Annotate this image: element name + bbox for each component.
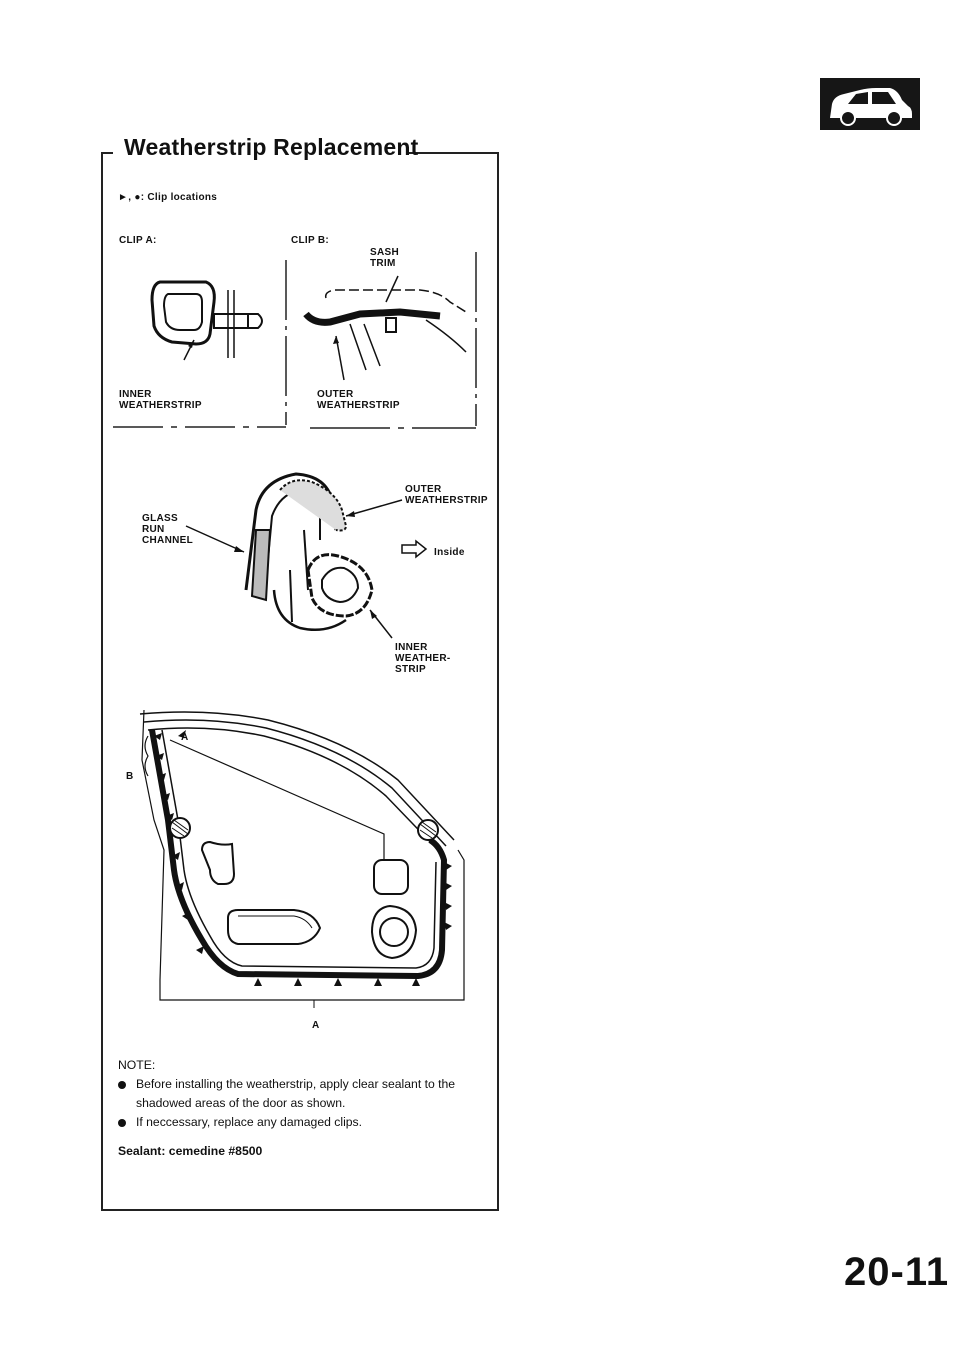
frame-top-rule: [101, 152, 113, 154]
note-heading: NOTE:: [118, 1058, 156, 1072]
inner-weatherstrip-label: INNER WEATHER- STRIP: [395, 642, 451, 675]
door-clip-a-marker: A: [181, 732, 189, 743]
door-diagram: [118, 700, 470, 1020]
notes-block: [118, 1056, 488, 1161]
car-icon: [820, 78, 920, 130]
note-item: If neccessary, replace any damaged clips.: [118, 1113, 488, 1132]
glass-run-channel-label: GLASS RUN CHANNEL: [142, 513, 193, 546]
inside-label: Inside: [434, 547, 465, 558]
page-number: 20-11: [844, 1250, 950, 1294]
clip-b-part-label: OUTER WEATHERSTRIP: [317, 389, 400, 411]
clip-b-label: CLIP B:: [291, 235, 330, 246]
section-title: Weatherstrip Replacement: [124, 134, 419, 160]
clip-a-part-label: INNER WEATHERSTRIP: [119, 389, 202, 411]
cross-section-illustration: [196, 470, 396, 640]
sealant-spec: Sealant: cemedine #8500: [118, 1144, 263, 1158]
door-bottom-marker: A: [312, 1020, 320, 1031]
inside-arrow-icon: [400, 539, 430, 559]
bullet-icon: [118, 1081, 126, 1089]
bullet-icon: [118, 1119, 126, 1127]
door-clip-b-marker: B: [126, 771, 134, 782]
frame-top-rule: [408, 152, 497, 154]
clip-a-label: CLIP A:: [119, 235, 157, 246]
sash-trim-label: SASH TRIM: [370, 247, 399, 269]
note-item: Before installing the weatherstrip, apply clear sealant to the shadowed areas of the door as shown.: [118, 1075, 488, 1113]
outer-weatherstrip-label: OUTER WEATHERSTRIP: [405, 484, 488, 506]
clip-legend: ►, ●: Clip locations: [118, 192, 218, 203]
